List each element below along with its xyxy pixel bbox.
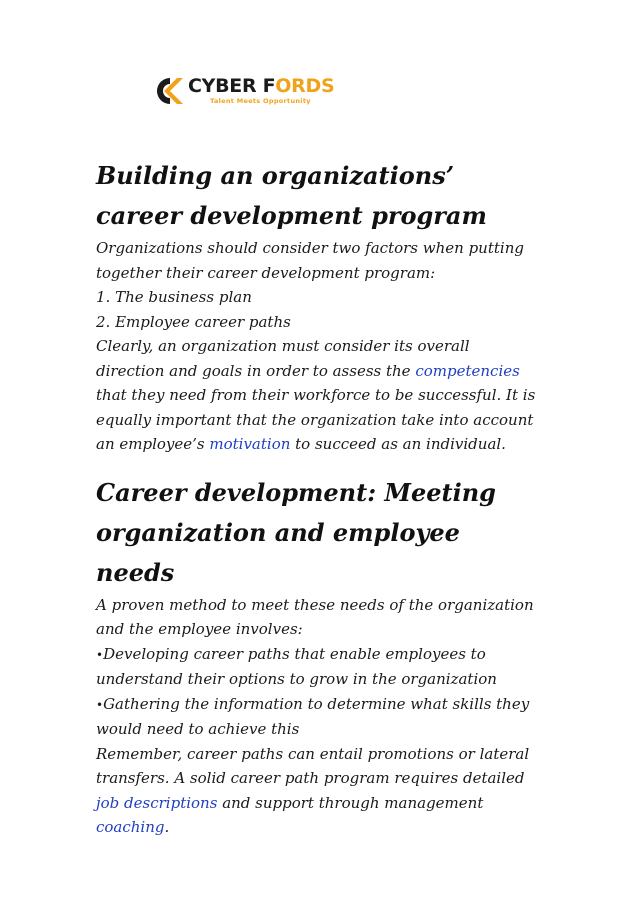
cyber-fords-logo-icon bbox=[150, 74, 184, 108]
motivation-link[interactable]: motivation bbox=[209, 435, 291, 453]
section2-para-a: Remember, career paths can entail promotions or lateral transfers. A solid career path program requires detailed bbox=[96, 744, 530, 787]
logo-tagline: Talent Meets Opportunity bbox=[210, 97, 311, 106]
document-body bbox=[96, 156, 536, 840]
section1-item1: 1. The business plan bbox=[96, 288, 252, 306]
logo-name bbox=[188, 77, 334, 96]
section1-para-b: that they need from their workforce to be successful. It is equally important that the organization take into account an employee’s bbox=[96, 386, 536, 453]
logo-name-part1: CYBER F bbox=[188, 75, 276, 98]
bullet1-text: Developing career paths that enable employees to understand their options to grow in the organization bbox=[96, 644, 497, 688]
section1-para-c: to succeed as an individual. bbox=[290, 435, 506, 453]
section1-paragraph bbox=[96, 334, 536, 457]
logo-name-part2: ORDS bbox=[275, 75, 335, 98]
section2-bullet1 bbox=[96, 642, 536, 692]
logo-text bbox=[188, 77, 334, 105]
section1-item2: 2. Employee career paths bbox=[96, 312, 291, 331]
section1-intro: Organizations should consider two factors when putting together their career development program: bbox=[96, 239, 524, 282]
job-descriptions-link[interactable]: job descriptions bbox=[96, 793, 218, 812]
section2-para-b: and support through management bbox=[217, 793, 484, 812]
section2-paragraph bbox=[96, 742, 536, 840]
section1-para-a: Clearly, an organization must consider its overall direction and goals in order to assess the bbox=[96, 337, 470, 380]
company-logo bbox=[150, 74, 334, 108]
section2-bullet2 bbox=[96, 692, 536, 742]
coaching-link[interactable]: coaching bbox=[96, 818, 165, 836]
section1-heading: Building an organizations’ career development program bbox=[96, 161, 487, 230]
section2-intro: A proven method to meet these needs of the organization and the employee involves: bbox=[96, 595, 534, 638]
competencies-link[interactable]: competencies bbox=[415, 361, 520, 380]
section2-para-c: . bbox=[164, 818, 170, 836]
bullet-glyph: • bbox=[96, 697, 104, 712]
section2 bbox=[96, 473, 536, 840]
section2-heading: Career development: Meeting organization and employee needs bbox=[96, 477, 496, 587]
bullet-glyph: • bbox=[96, 647, 104, 662]
bullet2-text: Gathering the information to determine what skills they would need to achieve this bbox=[96, 694, 530, 738]
